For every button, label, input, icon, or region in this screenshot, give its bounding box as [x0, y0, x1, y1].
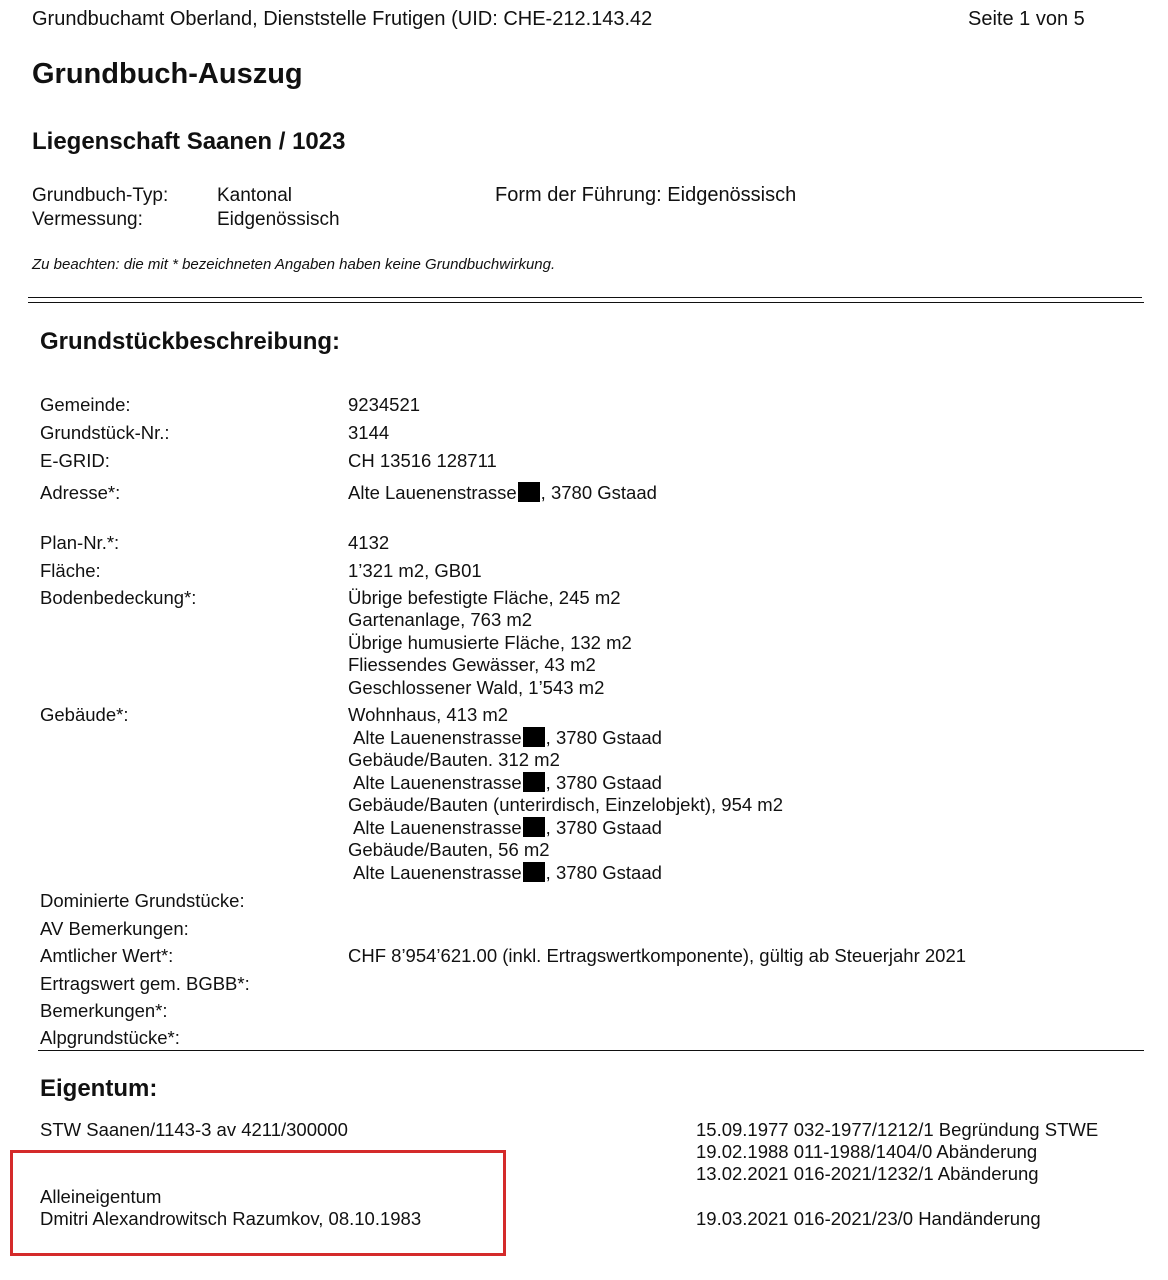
- building-city: , 3780 Gstaad: [545, 817, 662, 838]
- redaction-block: [523, 727, 545, 747]
- divider-ownership: [38, 1050, 1144, 1051]
- history-entry: 15.09.1977 032-1977/1212/1 Begründung STWE: [696, 1119, 1099, 1140]
- official-value-label: Amtlicher Wert*:: [40, 945, 174, 966]
- yield-value-label: Ertragswert gem. BGBB*:: [40, 973, 250, 994]
- building-address: [353, 817, 662, 839]
- building-street: Alte Lauenenstrasse: [353, 862, 522, 883]
- redaction-block: [523, 772, 545, 792]
- type-label: Grundbuch-Typ:: [32, 185, 169, 206]
- address-label: Adresse*:: [40, 482, 121, 503]
- divider-top-1: [28, 297, 1142, 298]
- official-value: CHF 8’954’621.00 (inkl. Ertragswertkomponente), gültig ab Steuerjahr 2021: [348, 945, 967, 966]
- survey-value: Eidgenössisch: [217, 209, 340, 230]
- sole-ownership-label: Alleineigentum: [40, 1186, 162, 1207]
- redaction-block: [523, 817, 545, 837]
- address-value: [348, 482, 657, 504]
- plan-number-label: Plan-Nr.*:: [40, 532, 120, 553]
- building-item: Gebäude/Bauten. 312 m2: [348, 749, 560, 770]
- building-address: [353, 727, 662, 749]
- gemeinde-value: 9234521: [348, 394, 421, 415]
- redaction-block: [523, 862, 545, 882]
- page-number: Seite 1 von 5: [968, 8, 1085, 30]
- land-cover-item: Übrige befestigte Fläche, 245 m2: [348, 587, 621, 608]
- area-value: 1’321 m2, GB01: [348, 560, 482, 581]
- plan-number-value: 4132: [348, 532, 390, 553]
- remarks-label: Bemerkungen*:: [40, 1000, 168, 1021]
- office-header: Grundbuchamt Oberland, Dienststelle Frutigen (UID: CHE-212.143.42: [32, 8, 653, 30]
- land-cover-item: Fliessendes Gewässer, 43 m2: [348, 654, 596, 675]
- building-item: Gebäude/Bauten, 56 m2: [348, 839, 550, 860]
- building-city: , 3780 Gstaad: [545, 772, 662, 793]
- ownership-heading: Eigentum:: [40, 1075, 158, 1102]
- building-city: , 3780 Gstaad: [545, 727, 662, 748]
- redaction-block: [518, 482, 540, 502]
- land-cover-item: Übrige humusierte Fläche, 132 m2: [348, 632, 632, 653]
- area-label: Fläche:: [40, 560, 101, 581]
- type-value: Kantonal: [217, 185, 293, 206]
- gemeinde-label: Gemeinde:: [40, 394, 131, 415]
- property-title: Liegenschaft Saanen / 1023: [32, 128, 346, 155]
- building-item: Gebäude/Bauten (unterirdisch, Einzelobjekt), 954 m2: [348, 794, 784, 815]
- egrid-value: CH 13516 128711: [348, 450, 497, 471]
- history-entry: 13.02.2021 016-2021/1232/1 Abänderung: [696, 1163, 1039, 1184]
- stw-share: STW Saanen/1143-3 av 4211/300000: [40, 1119, 348, 1140]
- egrid-label: E-GRID:: [40, 450, 110, 471]
- building-street: Alte Lauenenstrasse: [353, 817, 522, 838]
- building-address: [353, 772, 662, 794]
- alp-parcels-label: Alpgrundstücke*:: [40, 1027, 180, 1048]
- legal-note: Zu beachten: die mit * bezeichneten Angaben haben keine Grundbuchwirkung.: [32, 256, 556, 273]
- survey-label: Vermessung:: [32, 209, 143, 230]
- land-cover-item: Gartenanlage, 763 m2: [348, 609, 533, 630]
- transfer-entry: 19.03.2021 016-2021/23/0 Handänderung: [696, 1208, 1041, 1229]
- land-cover-label: Bodenbedeckung*:: [40, 587, 197, 608]
- form-of-management: Form der Führung: Eidgenössisch: [495, 184, 797, 206]
- building-address: [353, 862, 662, 884]
- description-heading: Grundstückbeschreibung:: [40, 328, 341, 355]
- av-remarks-label: AV Bemerkungen:: [40, 918, 189, 939]
- building-item: Wohnhaus, 413 m2: [348, 704, 509, 725]
- land-cover-item: Geschlossener Wald, 1’543 m2: [348, 677, 605, 698]
- history-entry: 19.02.1988 011-1988/1404/0 Abänderung: [696, 1141, 1038, 1162]
- document-title: Grundbuch-Auszug: [32, 58, 303, 90]
- parcel-number-label: Grundstück-Nr.:: [40, 422, 170, 443]
- parcel-number-value: 3144: [348, 422, 390, 443]
- owner-name: Dmitri Alexandrowitsch Razumkov, 08.10.1983: [40, 1208, 422, 1229]
- buildings-label: Gebäude*:: [40, 704, 129, 725]
- building-street: Alte Lauenenstrasse: [353, 727, 522, 748]
- dominated-parcels-label: Dominierte Grundstücke:: [40, 890, 245, 911]
- address-street: Alte Lauenenstrasse: [348, 482, 517, 503]
- building-street: Alte Lauenenstrasse: [353, 772, 522, 793]
- divider-top-2: [28, 302, 1144, 303]
- building-city: , 3780 Gstaad: [545, 862, 662, 883]
- address-city: , 3780 Gstaad: [540, 482, 657, 503]
